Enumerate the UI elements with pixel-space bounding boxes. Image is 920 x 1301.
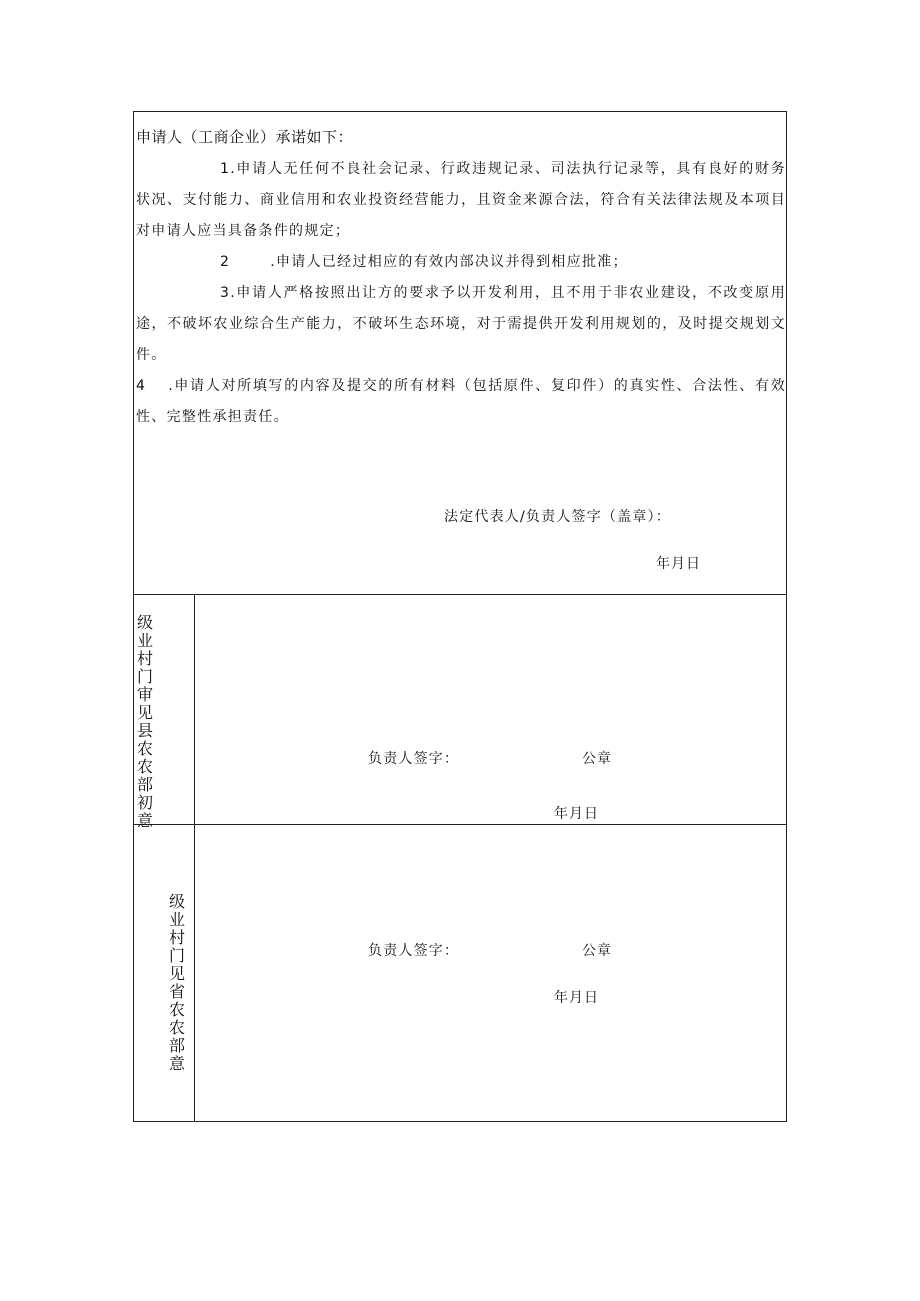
province-seal-label: 公章	[582, 943, 612, 959]
province-review-section	[134, 825, 786, 1121]
province-signature-label: 负责人签字：	[368, 943, 460, 959]
province-review-label: 级业村门见省农农部意	[168, 892, 185, 1073]
item-number: 3	[220, 285, 231, 301]
item-number: 4	[136, 378, 147, 394]
county-review-section	[134, 594, 786, 830]
application-form-table	[133, 111, 787, 1122]
item-text: .申请人严格按照出让方的要求予以开发利用，且不用于非农业建设，不改变原用途，不破坏农业综合生产能力，不破坏生态环境，对于需提供开发利用规划的，及时提交规划文件。	[136, 285, 786, 363]
item-number: 2	[220, 254, 231, 270]
county-signature-label: 负责人签字：	[368, 751, 460, 767]
county-seal-label: 公章	[582, 751, 612, 767]
commitment-section	[134, 112, 786, 595]
legal-representative-signature-label: 法定代表人/负责人签字（盖章）：	[444, 509, 671, 525]
province-date-label: 年月日	[554, 990, 599, 1006]
item-text: .申请人已经过相应的有效内部决议并得到相应批准；	[270, 254, 628, 270]
item-text: .申请人对所填写的内容及提交的所有材料（包括原件、复印件）的真实性、合法性、有效性、完整性承担责任。	[136, 378, 786, 425]
commitment-item-3	[136, 278, 786, 371]
commitment-items	[136, 154, 786, 433]
item-text: .申请人无任何不良社会记录、行政违规记录、司法执行记录等，具有良好的财务状况、支付能力、商业信用和农业投资经营能力，且资金来源合法，符合有关法律法规及本项目对申请人应当具备条件的规定；	[136, 161, 786, 239]
county-review-label-cell	[134, 594, 195, 830]
commitment-item-2	[136, 247, 786, 278]
county-review-label: 级业村门审见县农农部初意	[136, 613, 153, 830]
commitment-heading: 申请人（工商企业）承诺如下：	[136, 128, 354, 146]
commitment-item-1	[136, 154, 786, 247]
commitment-date-label: 年月日	[656, 556, 701, 572]
county-date-label: 年月日	[554, 806, 599, 822]
commitment-item-4	[136, 371, 786, 433]
province-review-label-cell	[134, 825, 195, 1121]
item-number: 1	[220, 161, 231, 177]
